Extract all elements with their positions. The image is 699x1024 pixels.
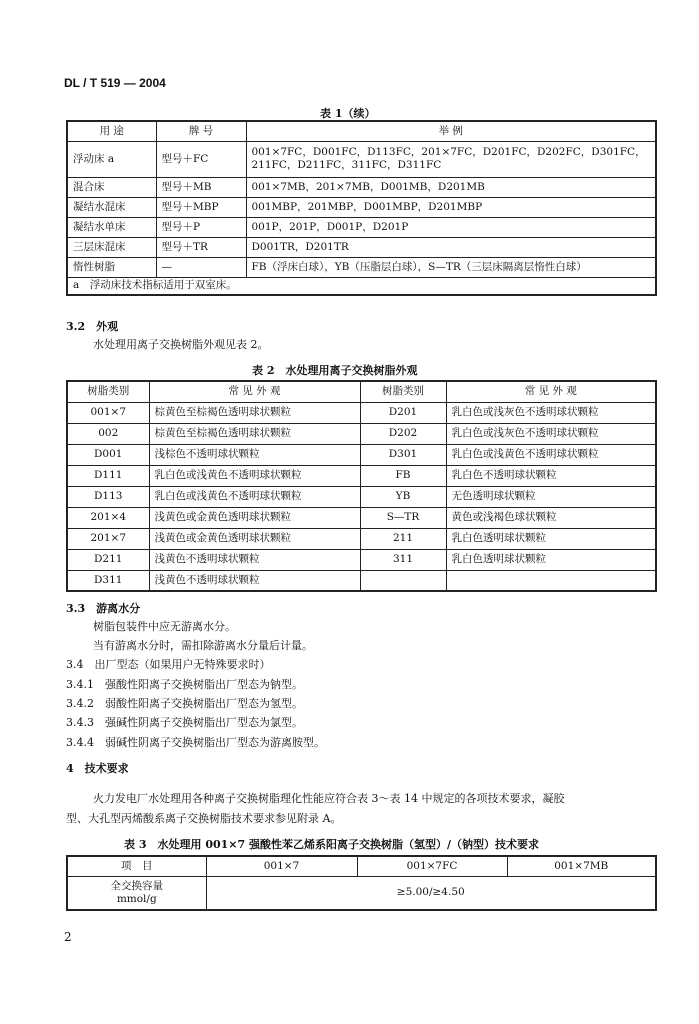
table-row [67,465,656,486]
cell: 311 [360,549,446,570]
cell: 乳白色或浅灰色不透明球状颗粒 [446,402,656,423]
section-heading: 3.2 外观 [66,320,119,333]
cell: 惰性树脂 [67,257,156,277]
paragraph: 当有游离水分时，需扣除游离水分量后计量。 [93,639,313,652]
cell: 001×7FC，D001FC，D113FC，201×7FC，D201FC，D202FC，D301FC，211FC，D211FC，311FC，D311FC [246,141,656,177]
list-item: 3.4.1 强酸性阳离子交换树脂出厂型态为钠型。 [66,678,303,691]
cell: — [156,257,246,277]
cell: 001×7 [67,402,149,423]
table-row [67,570,656,591]
cell: 棕黄色至棕褐色透明球状颗粒 [149,402,360,423]
table1-header: 举 例 [246,121,656,141]
cell: 型号＋FC [156,141,246,177]
cell: 型号＋MBP [156,197,246,217]
table-row [67,423,656,444]
cell: 乳白色或浅灰色不透明球状颗粒 [446,423,656,444]
list-item: 3.4.3 强碱性阴离子交换树脂出厂型态为氯型。 [66,716,303,729]
page-number: 2 [64,930,72,944]
table3-header: 001×7MB [507,856,656,876]
cell: S—TR [360,507,446,528]
table2-header: 树脂类别 [360,381,446,402]
cell: 型号＋TR [156,237,246,257]
cell: 型号＋P [156,217,246,237]
cell: D001 [67,444,149,465]
cell: D301 [360,444,446,465]
cell: D211 [67,549,149,570]
table1-footnote: a 浮动床技术指标适用于双室床。 [67,277,656,295]
table3-header: 001×7 [206,856,357,876]
cell: FB（浮床白球），YB（压脂层白球），S—TR（三层床隔离层惰性白球） [246,257,656,277]
table-row [67,528,656,549]
list-item: 3.4.4 弱碱性阴离子交换树脂出厂型态为游离胺型。 [66,736,325,749]
cell: YB [360,486,446,507]
row-unit: mmol/g [116,892,157,905]
cell: D202 [360,423,446,444]
table3-header: 001×7FC [357,856,507,876]
cell: 乳白色透明球状颗粒 [446,549,656,570]
table1-header: 用 途 [67,121,156,141]
cell: 乳白色或浅黄色不透明球状颗粒 [149,465,360,486]
cell [360,570,446,591]
cell: 无色透明球状颗粒 [446,486,656,507]
cell: 凝结水混床 [67,197,156,217]
table3 [66,855,657,911]
table-row [67,197,656,217]
cell: D311 [67,570,149,591]
cell: 001P，201P，D001P，D201P [246,217,656,237]
cell: 三层床混床 [67,237,156,257]
table-row [67,444,656,465]
paragraph: 火力发电厂水处理用各种离子交换树脂理化性能应符合表 3～表 14 中规定的各项技术要求，凝胶 [93,792,565,805]
cell: 型号＋MB [156,177,246,197]
cell: 乳白色或浅黄色不透明球状颗粒 [446,444,656,465]
cell: D201 [360,402,446,423]
cell: FB [360,465,446,486]
cell: 001×7MB，201×7MB，D001MB，D201MB [246,177,656,197]
table-row [67,177,656,197]
table-row [67,402,656,423]
paragraph: 型、大孔型丙烯酸系离子交换树脂技术要求参见附录 A。 [66,812,342,825]
row-label: 全交换容量 [110,879,163,892]
cell: 乳白色不透明球状颗粒 [446,465,656,486]
table-row [67,217,656,237]
cell: D111 [67,465,149,486]
table1 [66,120,657,296]
list-item: 3.4.2 弱酸性阳离子交换树脂出厂型态为氢型。 [66,697,303,710]
cell: 浅黄色不透明球状颗粒 [149,570,360,591]
paragraph: 水处理用离子交换树脂外观见表 2。 [93,338,269,351]
cell: 002 [67,423,149,444]
table3-title: 表 3 水处理用 001×7 强酸性苯乙烯系阳离子交换树脂（氢型）/（钠型）技术要求 [124,838,539,851]
table2-title: 表 2 水处理用离子交换树脂外观 [252,364,418,377]
cell: 凝结水单床 [67,217,156,237]
cell: 201×7 [67,528,149,549]
cell: D001TR，D201TR [246,237,656,257]
table-row [67,141,656,177]
cell: 乳白色透明球状颗粒 [446,528,656,549]
cell: 黄色或浅褐色球状颗粒 [446,507,656,528]
cell: 浅黄色不透明球状颗粒 [149,549,360,570]
table1-header: 牌 号 [156,121,246,141]
cell: ≥5.00/≥4.50 [206,876,656,910]
table-row [67,507,656,528]
table-row [67,486,656,507]
cell: D113 [67,486,149,507]
cell: 211 [360,528,446,549]
section-heading: 3.4 出厂型态（如果用户无特殊要求时） [66,658,271,671]
cell: 浅黄色或金黄色透明球状颗粒 [149,528,360,549]
cell: 混合床 [67,177,156,197]
cell: 浮动床 a [67,141,156,177]
section-heading: 4 技术要求 [66,762,129,775]
cell: 001MBP，201MBP，D001MBP，D201MBP [246,197,656,217]
table2-header: 常 见 外 观 [149,381,360,402]
table2 [66,380,657,592]
cell: 浅黄色或金黄色透明球状颗粒 [149,507,360,528]
cell [446,570,656,591]
table2-header: 常 见 外 观 [446,381,656,402]
table-row [67,549,656,570]
cell: 浅棕色不透明球状颗粒 [149,444,360,465]
table1-title: 表 1（续） [320,107,376,120]
table-row [67,237,656,257]
section-heading: 3.3 游离水分 [66,602,141,615]
table2-header: 树脂类别 [67,381,149,402]
table2-header-row [67,381,656,402]
table-row [67,876,656,910]
cell: 乳白色或浅黄色不透明球状颗粒 [149,486,360,507]
paragraph: 树脂包装件中应无游离水分。 [93,620,236,633]
table3-header: 项 目 [67,856,206,876]
cell: 棕黄色至棕褐色透明球状颗粒 [149,423,360,444]
table-row [67,257,656,277]
standard-header: DL / T 519 — 2004 [64,76,166,90]
cell: 201×4 [67,507,149,528]
